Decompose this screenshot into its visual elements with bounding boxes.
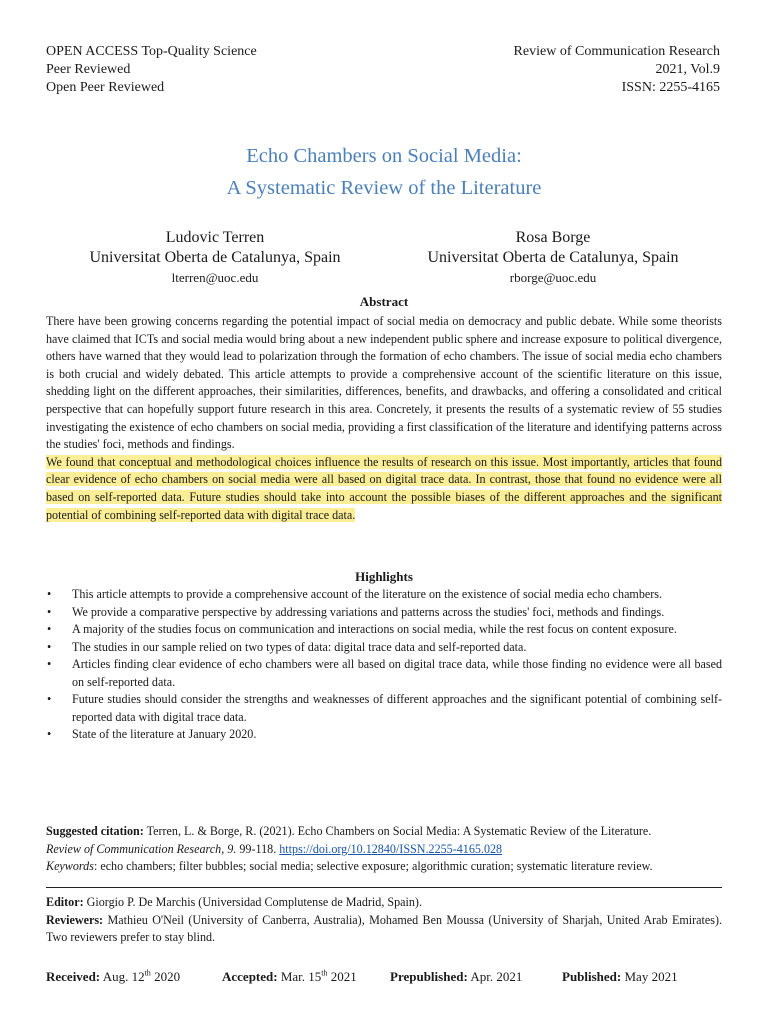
list-item-text: A majority of the studies focus on communication and interactions on social media, while the rest focus on content exposure. bbox=[72, 622, 677, 636]
bullet: • bbox=[47, 692, 52, 706]
editors-block bbox=[46, 894, 722, 947]
editor-name: Giorgio P. De Marchis (Universidad Complutense de Madrid, Spain). bbox=[86, 895, 422, 909]
citation-label: Suggested citation: bbox=[46, 824, 144, 838]
author-name: Rosa Borge bbox=[515, 229, 591, 246]
list-item-text: Future studies should consider the strengths and weaknesses of different approaches and the significant potential of combining self-reported data with digital trace data. bbox=[72, 692, 722, 724]
list-item bbox=[46, 691, 722, 726]
published-date bbox=[562, 968, 678, 986]
received-date bbox=[46, 968, 180, 986]
citation-journal: Review of Communication Research, bbox=[46, 841, 225, 856]
highlights-heading: Highlights bbox=[355, 569, 413, 584]
bullet: • bbox=[47, 639, 52, 654]
reviewers-line bbox=[46, 912, 722, 947]
bullet: • bbox=[47, 657, 52, 671]
header-open-peer-line: Open Peer Reviewed bbox=[46, 80, 165, 95]
highlights-list bbox=[46, 586, 722, 744]
paper-title-line-1: Echo Chambers on Social Media: bbox=[246, 145, 522, 167]
header-right bbox=[514, 43, 720, 97]
accepted-value: Mar. 15 bbox=[280, 969, 322, 984]
bullet: • bbox=[47, 727, 52, 741]
received-label: Received: bbox=[46, 969, 101, 984]
bullet: • bbox=[47, 604, 52, 619]
header-left bbox=[46, 43, 257, 97]
accepted-label: Accepted: bbox=[222, 969, 278, 984]
bullet: • bbox=[47, 622, 52, 636]
abstract-highlighted-paragraph bbox=[46, 454, 722, 524]
prepublished-date bbox=[390, 968, 522, 986]
header-access-line: OPEN ACCESS Top-Quality Science bbox=[46, 44, 257, 59]
citation-line bbox=[46, 823, 726, 841]
accepted-suffix: th bbox=[321, 968, 328, 978]
citation-source-line bbox=[46, 841, 726, 859]
header-peer-line: Peer Reviewed bbox=[46, 62, 131, 77]
citation-pages: 99-118. bbox=[239, 841, 277, 856]
list-item bbox=[46, 639, 722, 657]
citation-block bbox=[46, 823, 726, 876]
list-item bbox=[46, 586, 722, 604]
reviewers-names: Mathieu O'Neil (University of Canberra, Australia), Mohamed Ben Moussa (University of Sharjah, United Arab Emirates). Two reviewers prefer to stay blind. bbox=[46, 912, 722, 944]
author-block-2 bbox=[385, 228, 721, 287]
journal-issn: ISSN: 2255-4165 bbox=[621, 80, 720, 95]
author-name: Ludovic Terren bbox=[165, 229, 265, 246]
received-value: Aug. 12 bbox=[102, 969, 145, 984]
received-suffix: th bbox=[144, 968, 151, 978]
abstract-heading: Abstract bbox=[359, 294, 409, 309]
received-year: 2020 bbox=[154, 969, 181, 984]
author-email[interactable]: lterren@uoc.edu bbox=[171, 270, 259, 285]
author-email[interactable]: rborge@uoc.edu bbox=[509, 270, 597, 285]
divider bbox=[46, 887, 722, 888]
published-label: Published: bbox=[562, 969, 622, 984]
abstract-text bbox=[46, 313, 722, 524]
journal-volume: 2021, Vol.9 bbox=[655, 62, 720, 77]
published-value: May 2021 bbox=[624, 969, 678, 984]
list-item bbox=[46, 726, 722, 744]
doi-link[interactable]: https://doi.org/10.12840/ISSN.2255-4165.028 bbox=[279, 841, 503, 856]
abstract-body: There have been growing concerns regarding the potential impact of social media on democracy and public debate. While some theorists have claimed that ICTs and social media would bring about a new independent public sphere and increase exposure to political divergence, others have warned that they would lead to polarization through the formation of echo chambers. The issue of social media echo chambers is both crucial and widely debated. This article attempts to provide a comprehensive account of the scientific literature on this issue, shedding light on the different approaches, their similarities, differences, benefits, and drawbacks, and offering a consolidated and critical perspective that can hopefully support future research in this area. Concretely, it presents the results of a systematic review of 55 studies investigating the existence of echo chambers on social media, providing a first classification of the literature and identifying patterns across the studies' foci, methods and findings. bbox=[46, 314, 722, 452]
keywords-line bbox=[46, 858, 726, 876]
list-item-text: Articles finding clear evidence of echo chambers were all based on digital trace data, while those finding no evidence were all based on self-reported data. bbox=[72, 657, 722, 689]
author-affiliation: Universitat Oberta de Catalunya, Spain bbox=[427, 249, 679, 266]
list-item bbox=[46, 621, 722, 639]
list-item bbox=[46, 604, 722, 622]
list-item-text: State of the literature at January 2020. bbox=[72, 727, 257, 741]
keywords-label: Keywords bbox=[46, 859, 94, 873]
paper-title-line-2: A Systematic Review of the Literature bbox=[226, 177, 542, 199]
editor-label: Editor: bbox=[46, 895, 84, 909]
journal-name: Review of Communication Research bbox=[513, 44, 720, 59]
prepublished-value: Apr. 2021 bbox=[470, 969, 523, 984]
list-item-text: This article attempts to provide a comprehensive account of the literature on the existence of social media echo chambers. bbox=[72, 587, 663, 601]
author-affiliation: Universitat Oberta de Catalunya, Spain bbox=[89, 249, 341, 266]
citation-volume: 9. bbox=[227, 841, 237, 856]
list-item bbox=[46, 656, 722, 691]
accepted-date bbox=[222, 968, 357, 986]
editor-line bbox=[46, 894, 722, 912]
bullet: • bbox=[47, 587, 52, 601]
reviewers-label: Reviewers: bbox=[46, 912, 104, 927]
list-item-text: The studies in our sample relied on two types of data: digital trace data and self-reported data. bbox=[72, 639, 527, 654]
keywords-text: : echo chambers; filter bubbles; social media; selective exposure; algorithmic curation; systematic literature review. bbox=[93, 859, 653, 873]
author-block-1 bbox=[45, 228, 385, 287]
accepted-year: 2021 bbox=[330, 969, 357, 984]
highlighted-text: We found that conceptual and methodological choices influence the results of research on this issue. Most importantly, articles that found clear evidence of echo chambers on social media were all based on digital trace data. In contrast, those that found no evidence were all based on self-reported data. Future studies should take into account the possible biases of the different approaches and the significant potential of combining self-reported data with digital trace data. bbox=[46, 454, 722, 522]
citation-text: Terren, L. & Borge, R. (2021). Echo Chambers on Social Media: A Systematic Review of the Literature. bbox=[146, 824, 652, 838]
list-item-text: We provide a comparative perspective by addressing variations and patterns across the studies' foci, methods and findings. bbox=[72, 604, 665, 619]
prepublished-label: Prepublished: bbox=[390, 969, 468, 984]
